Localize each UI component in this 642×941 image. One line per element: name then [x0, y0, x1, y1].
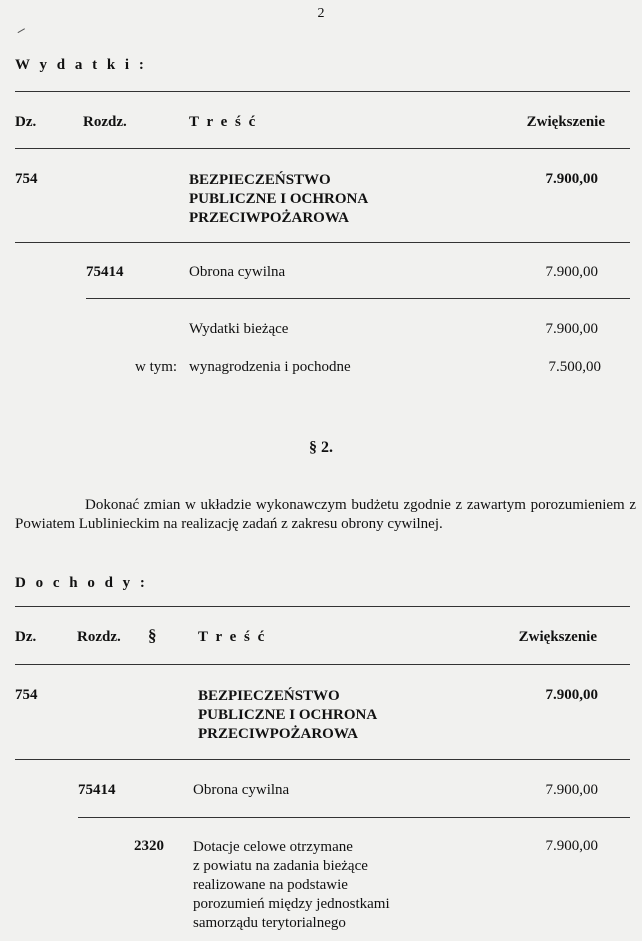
col-paragraf: §: [148, 626, 157, 645]
section-title: § 2.: [309, 439, 333, 456]
col-dz: Dz.: [15, 114, 37, 130]
col-rozdz: Rozdz.: [77, 629, 121, 645]
paragraf-name: [193, 838, 390, 933]
col-rozdz: Rozdz.: [83, 114, 127, 130]
divider: [78, 817, 630, 818]
w-tym-name: wynagrodzenia i pochodne: [189, 359, 351, 375]
biezace-amount: 7.900,00: [545, 321, 598, 337]
rozdzial-code: 75414: [78, 782, 116, 798]
paragraf-name-line: samorządu terytorialnego: [193, 915, 346, 931]
rozdzial-code: 75414: [86, 264, 124, 280]
dzial-name: [198, 687, 377, 744]
w-tym-prefix: w tym:: [135, 359, 178, 375]
dzial-code: 754: [15, 687, 38, 703]
col-tresc: T r e ś ć: [189, 114, 258, 130]
dzial-name-line: BEZPIECZEŃSTWO: [198, 688, 340, 704]
divider: [15, 606, 630, 607]
dzial-code: 754: [15, 171, 38, 187]
biezace-name: Wydatki bieżące: [189, 321, 289, 337]
col-zwiekszenie: Zwiększenie: [526, 114, 605, 130]
dzial-name-line: PUBLICZNE I OCHRONA: [198, 707, 378, 723]
paragraf-name-line: realizowane na podstawie: [193, 877, 348, 893]
col-dz: Dz.: [15, 629, 37, 645]
rozdzial-amount: 7.900,00: [545, 782, 598, 798]
dzial-name-line: BEZPIECZEŃSTWO: [189, 172, 331, 188]
dzial-name-line: PRZECIWPOŻAROWA: [189, 210, 350, 226]
w-tym-amount: 7.500,00: [548, 359, 601, 375]
dzial-name: [189, 171, 368, 228]
dzial-name-line: PRZECIWPOŻAROWA: [198, 726, 359, 742]
paragraf-code: 2320: [134, 838, 164, 854]
page-number: 2: [317, 6, 325, 21]
wydatki-heading: W y d a t k i :: [15, 57, 147, 73]
rozdzial-amount: 7.900,00: [545, 264, 598, 280]
rozdzial-name: Obrona cywilna: [189, 264, 286, 280]
divider: [15, 148, 630, 149]
col-tresc: T r e ś ć: [198, 629, 267, 645]
rozdzial-name: Obrona cywilna: [193, 782, 290, 798]
pen-mark: [18, 28, 27, 35]
dochody-heading: D o c h o d y :: [15, 575, 148, 591]
dzial-amount: 7.900,00: [545, 687, 598, 703]
paragraf-name-line: porozumień między jednostkami: [193, 896, 390, 912]
divider: [15, 91, 630, 92]
col-zwiekszenie: Zwiększenie: [518, 629, 597, 645]
paragraf-amount: 7.900,00: [545, 838, 598, 854]
dzial-name-line: PUBLICZNE I OCHRONA: [189, 191, 369, 207]
paragraf-name-line: z powiatu na zadania bieżące: [193, 858, 368, 874]
divider: [86, 298, 630, 299]
paragraf-name-line: Dotacje celowe otrzymane: [193, 839, 353, 855]
divider: [15, 664, 630, 665]
section-paragraph: Dokonać zmian w układzie wykonawczym budżetu zgodnie z zawartym porozumieniem z Powiatem Lublinieckim na realizację zadań z zakresu obrony cywilnej.: [15, 497, 636, 532]
divider: [15, 759, 630, 760]
divider: [15, 242, 630, 243]
dzial-amount: 7.900,00: [545, 171, 598, 187]
